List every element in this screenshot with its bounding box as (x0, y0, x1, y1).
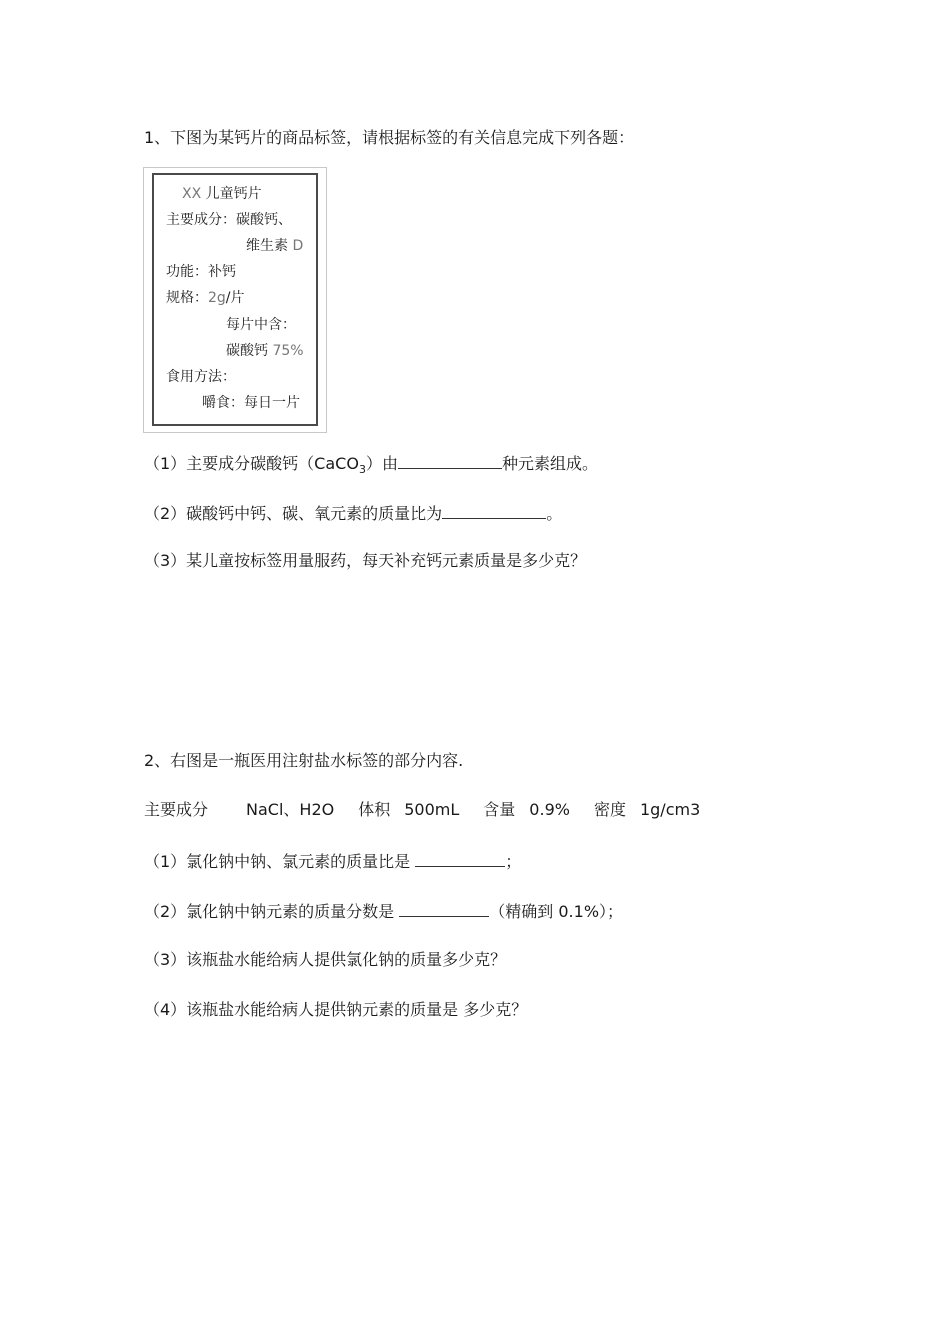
answer-blank[interactable] (442, 500, 546, 519)
q2-info: 主要成分 NaCl、H2O 体积 500mL 含量 0.9% 密度 1g/cm3 (144, 800, 701, 819)
q2-sub4: （4）该瓶盐水能给病人提供钠元素的质量是 多少克？ (144, 1000, 528, 1019)
q2-sub3: （3）该瓶盐水能给病人提供氯化钠的质量多少克？ (144, 950, 507, 969)
label-usage-value: 嚼食：每日一片 (202, 395, 300, 411)
label-usage: 食用方法： (166, 369, 236, 385)
q2-sub2: （2）氯化钠中钠元素的质量分数是 （精确到 0.1%）； (144, 898, 623, 924)
answer-blank[interactable] (398, 450, 502, 469)
label-ingredients-2: 维生素 D (246, 238, 304, 254)
q1-sub2: （2）碳酸钙中钙、碳、氧元素的质量比为 。 (144, 500, 562, 526)
q2-intro: 2、右图是一瓶医用注射盐水标签的部分内容. (144, 751, 464, 770)
product-label (152, 173, 318, 426)
label-function: 功能：补钙 (166, 264, 236, 280)
label-content: 碳酸钙 75% (226, 343, 304, 359)
answer-blank[interactable] (399, 898, 489, 917)
q1-intro: 1、下图为某钙片的商品标签，请根据标签的有关信息完成下列各题： (144, 128, 635, 147)
label-spec: 规格：2g/片 (166, 290, 245, 306)
label-title: XX 儿童钙片 (182, 186, 262, 202)
label-ingredients: 主要成分：碳酸钙、 (166, 212, 292, 228)
q1-sub1: （1）主要成分碳酸钙（CaCO$_3$）由 种元素组成。 (144, 450, 598, 482)
answer-blank[interactable] (415, 848, 505, 867)
q2-sub1: （1）氯化钠中钠、氯元素的质量比是 ； (144, 848, 521, 874)
label-per-tablet: 每片中含： (226, 317, 296, 333)
q1-sub3: （3）某儿童按标签用量服药，每天补充钙元素质量是多少克？ (144, 551, 587, 570)
